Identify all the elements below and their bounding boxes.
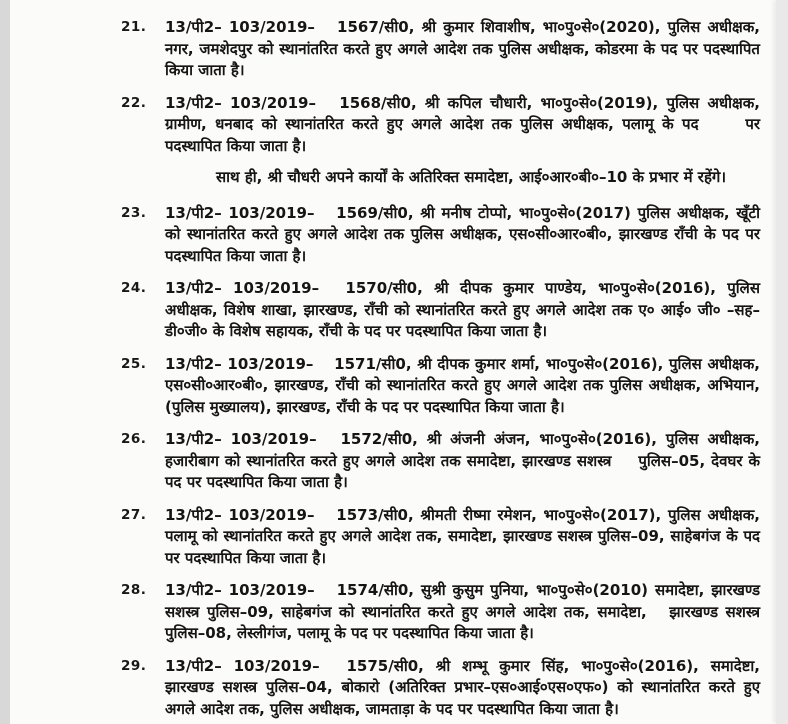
item-text: 13/पी2– 103/2019– 1570/सी0, श्री दीपक कुमार पाण्डेय, भा०पु०से०(2016), पुलिस अधीक्षक, विशेष शाखा, झारखण्ड, राँची को स्थानांतरित करते हुए अगले आदेश तक ए० आई० जी० –सह– डी०जी० के विशेष सहायक, राँची के पद पर पदस्थापित किया जाता है।: [165, 279, 760, 340]
item-number: 21.: [121, 19, 147, 35]
list-item: [121, 93, 760, 158]
item-number: 26.: [121, 431, 147, 447]
list-item: [121, 278, 760, 343]
item-text: 13/पी2– 103/2019– 1573/सी0, श्रीमती रीष्मा रमेशन, भा०पु०से०(2017), पुलिस अधीक्षक, पलामू को स्थानांतरित करते हुए अगले आदेश तक, समादेष्टा, झारखण्ड सशस्त्र पुलिस–09, साहेबगंज के पद पर पदस्थापित किया जाता है।: [165, 505, 760, 567]
item-additional-note: साथ ही, श्री चौधरी अपने कार्यों के अतिरिक्त समादेष्टा, आई०आर०बी०–10 के प्रभार में रहेंगे।: [216, 168, 727, 186]
list-item: [121, 354, 760, 419]
item-number: 25.: [121, 355, 147, 372]
item-number: 22.: [121, 94, 147, 111]
list-item: [121, 656, 760, 721]
list-item: [121, 17, 760, 82]
item-text: 13/पी2– 103/2019– 1568/सी0, श्री कपिल चौधारी, भा०पु०से०(2019), पुलिस अधीक्षक, ग्रामीण, धनबाद को स्थानांतरित करते हुए अगले आदेश तक पुलिस अधीक्षक, पलामू के पद पर पदस्थापित किया जाता है।: [165, 93, 760, 155]
item-text: 13/पी2– 103/2019– 1575/सी0, श्री शम्भू कुमार सिंह, भा०पु०से०(2016), समादेष्टा, झारखण्ड सशस्त्र पुलिस–04, बोकारो (अतिरिक्त प्रभार–एस०आई०एस०एफ०) को स्थानांतरित करते हुए अगले आदेश तक, पुलिस अधीक्षक, जामताड़ा के पद पर पदस्थापित किया जाता है।: [165, 656, 760, 718]
item-text: 13/पी2– 103/2019– 1569/सी0, श्री मनीष टोप्पो, भा०पु०से०(2017) पुलिस अधीक्षक, खूँटी को स्थानांतरित करते हुए अगले आदेश तक पुलिस अधीक्षक, एस०सी०आर०बी०, झारखण्ड राँची के पद पर पदस्थापित किया जाता है।: [165, 203, 760, 265]
item-text: 13/पी2– 103/2019– 1567/सी0, श्री कुमार शिवाशीष, भा०पु०से०(2020), पुलिस अधीक्षक, नगर, जमशेदपुर को स्थानांतरित करते हुए अगले आदेश तक पुलिस अधीक्षक, कोडरमा के पद पर पदस्थापित किया जाता है।: [165, 18, 760, 79]
item-number: 27.: [121, 506, 147, 523]
list-item: [121, 429, 760, 494]
item-number: 29.: [121, 657, 147, 674]
item-number: 23.: [121, 204, 147, 221]
list-item: [121, 505, 760, 570]
item-text: 13/पी2– 103/2019– 1572/सी0, श्री अंजनी अंजन, भा०पु०से०(2016), पुलिस अधीक्षक, हजारीबाग को स्थानांतरित करते हुए अगले आदेश तक समादेष्टा, झारखण्ड सशस्त्र पुलिस–05, देवघर के पद पर पदस्थापित किया जाता है।: [165, 430, 760, 491]
item-text: 13/पी2– 103/2019– 1571/सी0, श्री दीपक कुमार शर्मा, भा०पु०से०(2016), पुलिस अधीक्षक, एस०सी०आर०बी०, झारखण्ड, राँची को स्थानांतरित करते हुए अगले आदेश तक पुलिस अधीक्षक, अभियान, (पुलिस मुख्यालय), झारखण्ड, राँची के पद पर पदस्थापित किया जाता है।: [165, 354, 760, 416]
item-number: 24.: [121, 280, 147, 296]
list-item: [121, 203, 760, 268]
item-number: 28.: [121, 582, 147, 598]
list-item: [121, 580, 760, 645]
item-text: 13/पी2– 103/2019– 1574/सी0, सुश्री कुसुम पुनिया, भा०पु०से०(2010) समादेष्टा, झारखण्ड सशस्त्र पुलिस–09, साहेबगंज को स्थानांतरित करते हुए अगले आदेश तक, समादेष्टा, झारखण्ड सशस्त्र पुलिस–08, लेस्लीगंज, पलामू के पद पर पदस्थापित किया जाता है।: [165, 581, 760, 642]
